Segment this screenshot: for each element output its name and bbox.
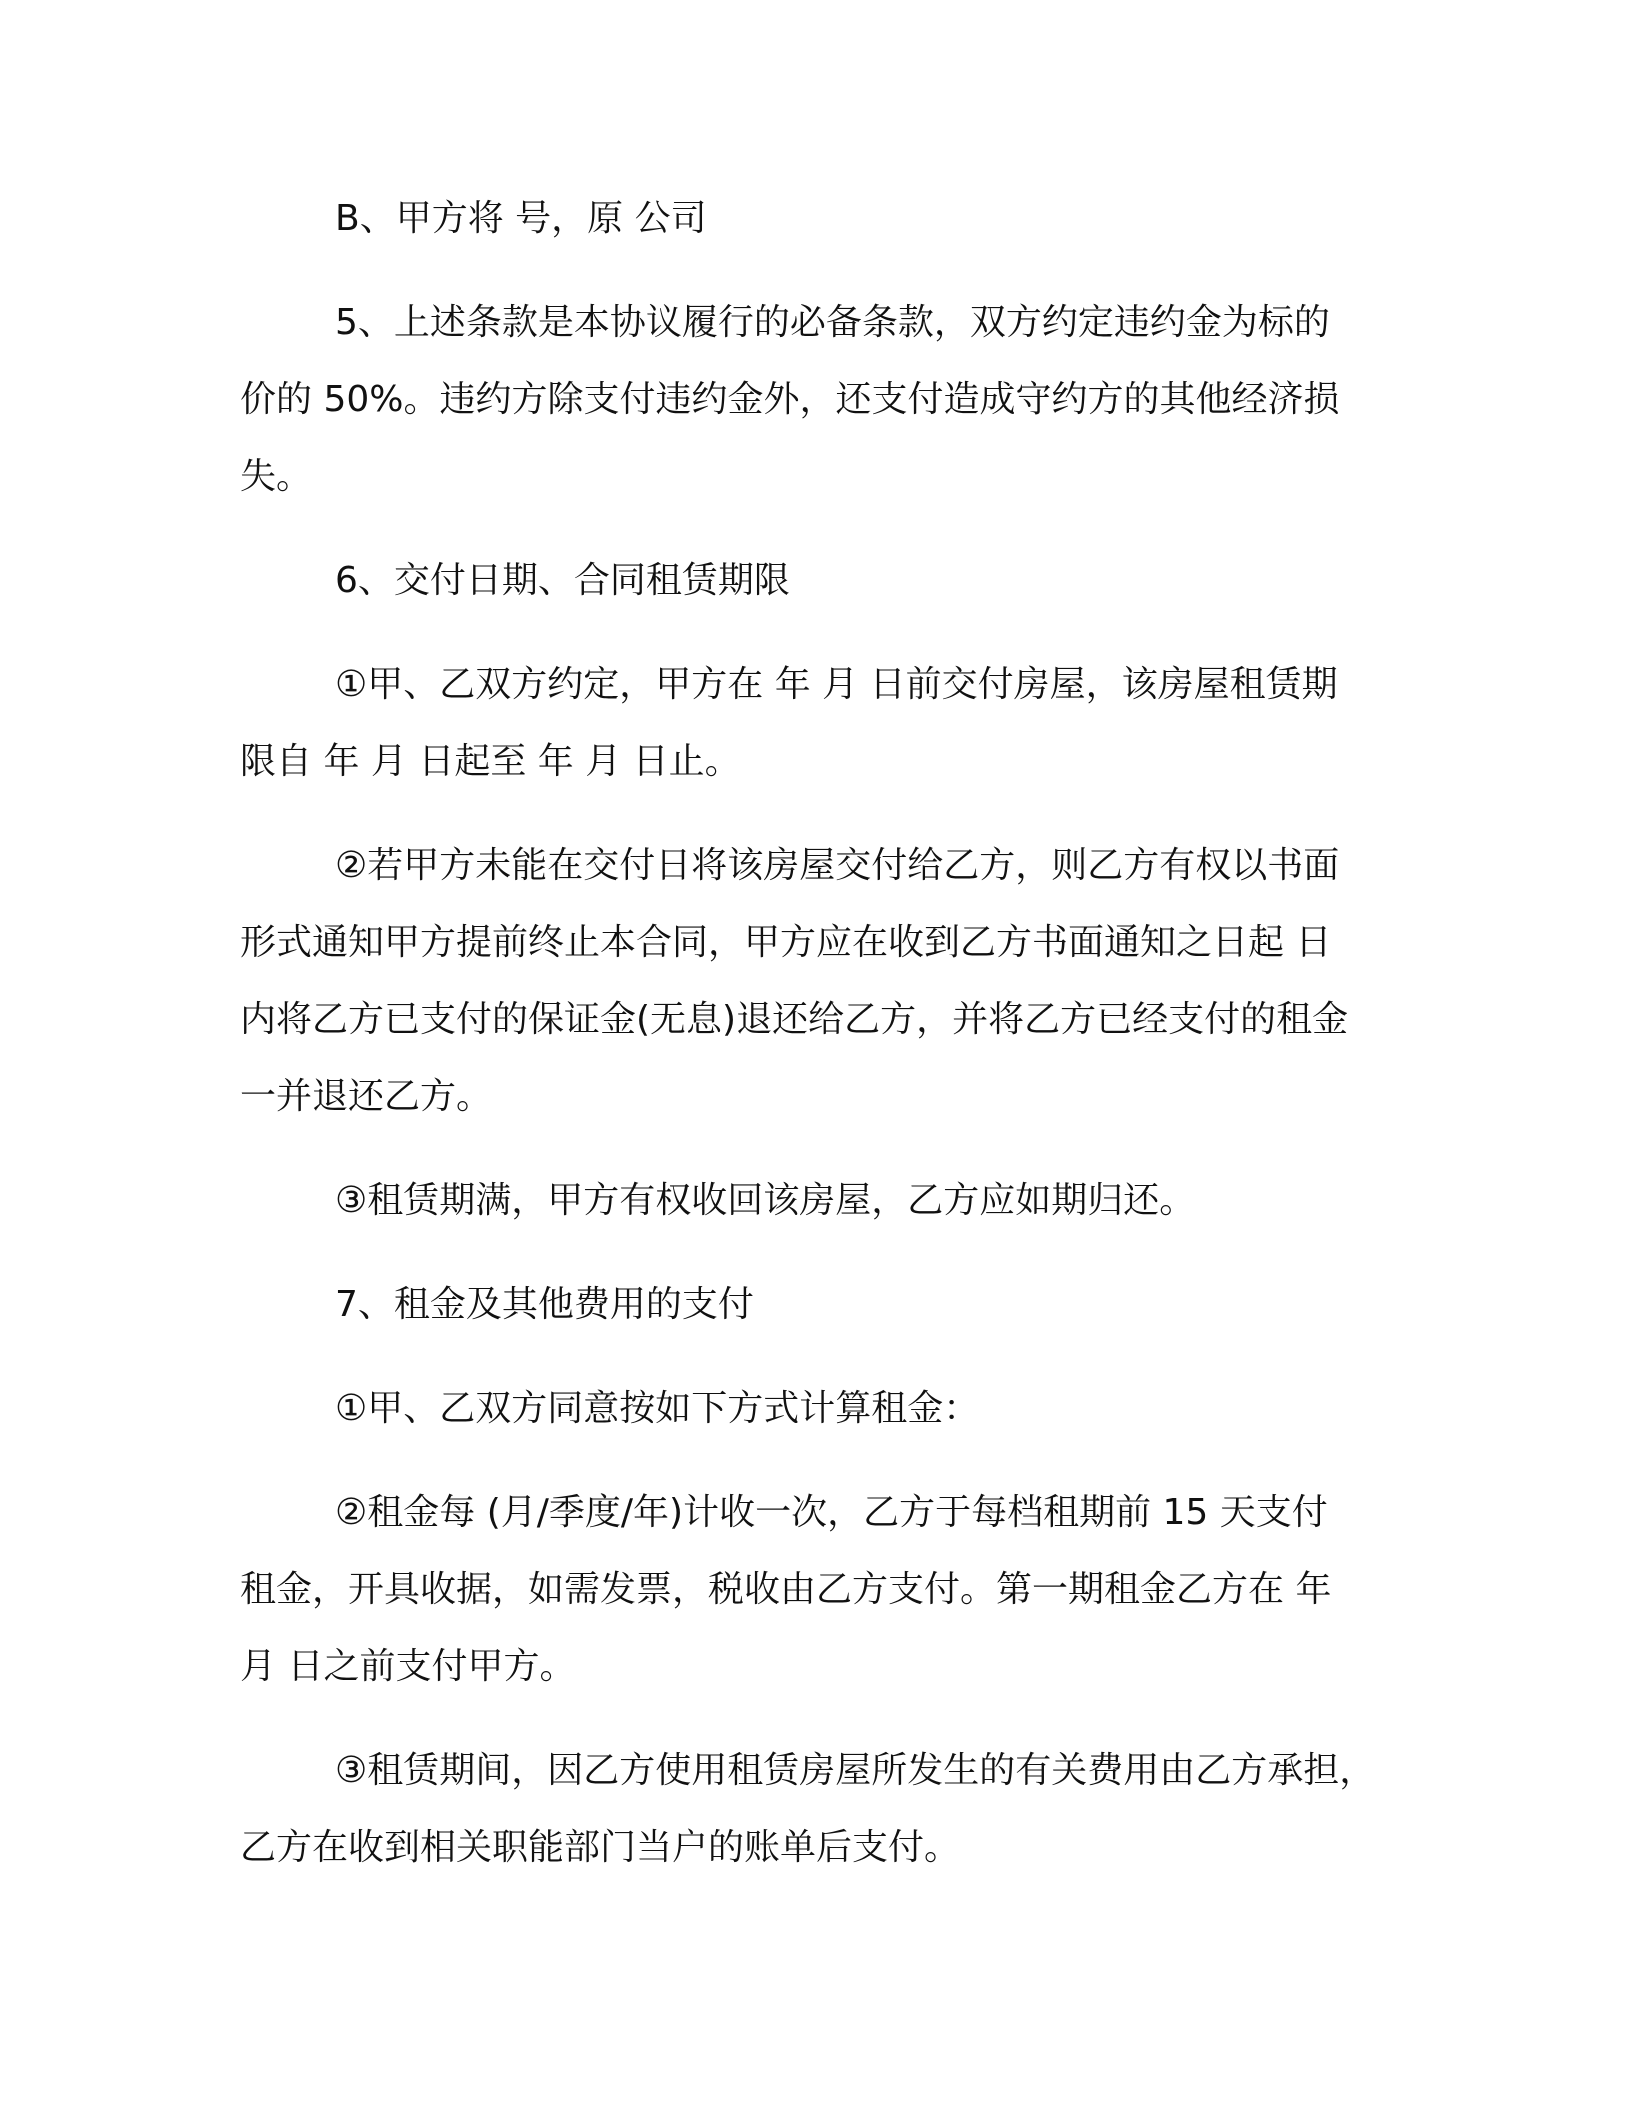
section-heading-7 bbox=[240, 1266, 1400, 1343]
paragraph-6-3 bbox=[240, 1162, 1400, 1239]
text-line: ②若甲方未能在交付日将该房屋交付给乙方，则乙方有权以书面 bbox=[335, 845, 1340, 886]
text-line: 租金，开具收据，如需发票，税收由乙方支付。第一期租金乙方在 年 bbox=[240, 1569, 1332, 1610]
text-line: B、甲方将 号，原 公司 bbox=[335, 198, 707, 239]
text-line: 价的 50%。违约方除支付违约金外，还支付造成守约方的其他经济损 bbox=[240, 379, 1340, 420]
text-line: ②租金每 (月/季度/年)计收一次，乙方于每档租期前 15 天支付 bbox=[335, 1492, 1328, 1533]
text-line: 限自 年 月 日起至 年 月 日止。 bbox=[240, 741, 741, 782]
text-line: 失。 bbox=[240, 456, 313, 497]
text-line: ③租赁期间，因乙方使用租赁房屋所发生的有关费用由乙方承担， bbox=[335, 1750, 1376, 1791]
paragraph-7-1 bbox=[240, 1370, 1400, 1447]
text-line: 月 日之前支付甲方。 bbox=[240, 1646, 576, 1687]
text-line: 一并退还乙方。 bbox=[240, 1076, 493, 1117]
text-line: 形式通知甲方提前终止本合同，甲方应在收到乙方书面通知之日起 日 bbox=[240, 922, 1332, 963]
paragraph-clause-b bbox=[240, 180, 1400, 257]
text-line: 6、交付日期、合同租赁期限 bbox=[335, 560, 790, 601]
paragraph-clause-5 bbox=[240, 284, 1400, 515]
text-line: ①甲、乙双方约定，甲方在 年 月 日前交付房屋，该房屋租赁期 bbox=[335, 664, 1338, 705]
paragraph-7-3 bbox=[240, 1732, 1400, 1886]
paragraph-6-2 bbox=[240, 827, 1400, 1135]
text-line: ①甲、乙双方同意按如下方式计算租金： bbox=[335, 1388, 980, 1429]
section-heading-6 bbox=[240, 542, 1400, 619]
text-line: ③租赁期满，甲方有权收回该房屋，乙方应如期归还。 bbox=[335, 1180, 1196, 1221]
text-line: 5、上述条款是本协议履行的必备条款，双方约定违约金为标的 bbox=[335, 302, 1330, 343]
document-page bbox=[240, 180, 1400, 1913]
paragraph-6-1 bbox=[240, 646, 1400, 800]
paragraph-7-2 bbox=[240, 1474, 1400, 1705]
text-line: 乙方在收到相关职能部门当户的账单后支付。 bbox=[240, 1827, 961, 1868]
text-line: 7、租金及其他费用的支付 bbox=[335, 1284, 754, 1325]
text-line: 内将乙方已支付的保证金(无息)退还给乙方，并将乙方已经支付的租金 bbox=[240, 999, 1349, 1040]
